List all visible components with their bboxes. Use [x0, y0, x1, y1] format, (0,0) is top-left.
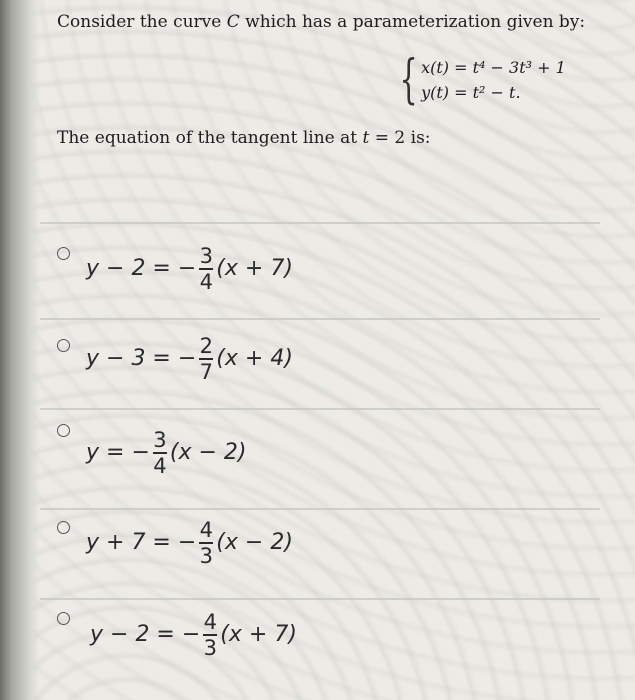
fraction-denominator: 4: [153, 453, 167, 478]
option-1-rhs: (x + 7): [216, 256, 293, 282]
intro-text: Consider the curve: [57, 12, 227, 32]
fraction-denominator: 7: [199, 359, 213, 384]
option-5-fraction: [203, 610, 217, 660]
fraction-denominator: 4: [199, 269, 213, 294]
brace-symbol: {: [399, 50, 418, 110]
question-prefix: The equation of the tangent line at: [57, 128, 363, 148]
fraction-numerator: 4: [199, 518, 213, 542]
question-text: [57, 128, 431, 148]
option-3-fraction: [153, 428, 167, 478]
fraction-numerator: 3: [153, 428, 167, 452]
option-3-lhs: y = −: [86, 440, 150, 466]
curve-symbol: C: [226, 12, 240, 32]
divider: [40, 318, 600, 320]
option-4-equation[interactable]: [86, 518, 293, 568]
option-4-rhs: (x − 2): [216, 530, 293, 556]
question-variable: t: [362, 128, 370, 148]
fraction-denominator: 3: [199, 543, 213, 568]
page-edge-shadow: [0, 0, 40, 700]
option-1-equation[interactable]: [86, 244, 293, 294]
intro-text-end: which has a parameterization given by:: [239, 12, 586, 32]
option-5-equation[interactable]: [90, 610, 297, 660]
divider: [40, 598, 600, 600]
option-4-lhs: y + 7 = −: [86, 530, 197, 556]
y-equation: y(t) = t² − t.: [421, 83, 521, 102]
option-2-lhs: y − 3 = −: [86, 346, 197, 372]
fraction-numerator: 2: [199, 334, 213, 358]
option-3-equation[interactable]: [86, 428, 246, 478]
divider: [40, 508, 600, 510]
option-4-fraction: [199, 518, 213, 568]
option-3-radio[interactable]: [57, 424, 70, 437]
option-4-radio[interactable]: [57, 521, 70, 534]
option-2-equation[interactable]: [86, 334, 293, 384]
option-2-radio[interactable]: [57, 339, 70, 352]
fraction-numerator: 4: [203, 610, 217, 634]
option-1-radio[interactable]: [57, 247, 70, 260]
problem-intro: [57, 12, 585, 32]
option-5-rhs: (x + 7): [220, 622, 297, 648]
divider: [40, 408, 600, 410]
fraction-numerator: 3: [199, 244, 213, 268]
option-3-rhs: (x − 2): [169, 440, 247, 466]
parametric-system: [392, 52, 566, 108]
option-5-lhs: y − 2 = −: [90, 622, 201, 648]
option-1-lhs: y − 2 = −: [86, 256, 197, 282]
fraction-denominator: 3: [203, 635, 217, 660]
divider: [40, 222, 600, 224]
question-suffix: = 2 is:: [369, 128, 431, 148]
option-5-radio[interactable]: [57, 612, 70, 625]
option-2-fraction: [199, 334, 213, 384]
option-2-rhs: (x + 4): [216, 346, 293, 372]
option-1-fraction: [199, 244, 213, 294]
x-equation: x(t) = t⁴ − 3t³ + 1: [421, 58, 566, 77]
